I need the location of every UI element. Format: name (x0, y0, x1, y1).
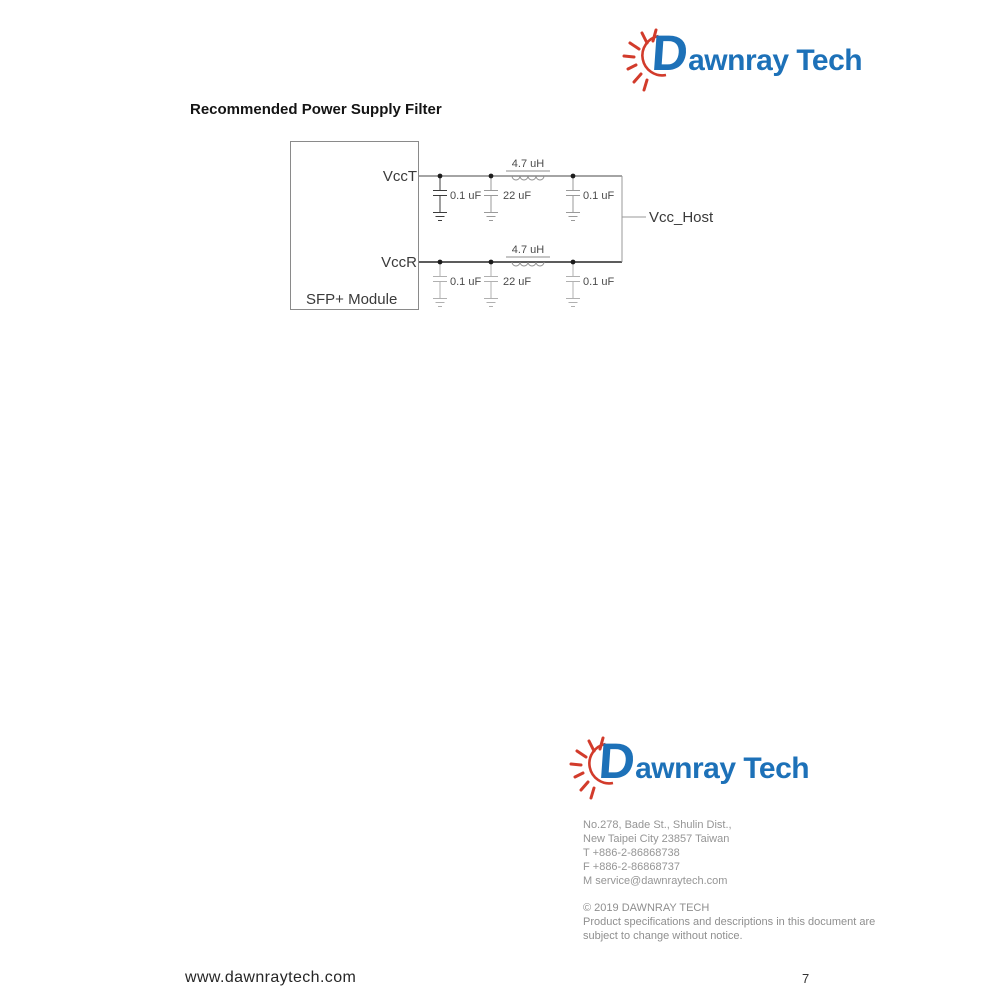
sfp-module-box (291, 142, 419, 310)
logo-wordmark (650, 25, 863, 81)
inductor-bottom (506, 244, 550, 266)
junction-dots (438, 174, 576, 265)
pin-label-vccr: VccR (381, 254, 417, 271)
capacitor-bottom-2 (484, 262, 498, 307)
cap-bottom-1-value: 0.1 uF (450, 276, 482, 288)
cap-bottom-2-value: 22 uF (503, 276, 532, 288)
logo-initial: D (597, 733, 638, 789)
module-label: SFP+ Module (306, 291, 398, 308)
capacitor-bottom-3 (566, 262, 580, 307)
cap-top-2-value: 22 uF (503, 190, 532, 202)
legal-line-1: Product specifications and descriptions in this document are (583, 916, 876, 928)
host-rail (622, 176, 646, 262)
copyright-line: © 2019 DAWNRAY TECH (583, 902, 710, 914)
capacitor-top-2 (484, 176, 498, 221)
section-heading: Recommended Power Supply Filter (190, 101, 442, 118)
cap-top-3-value: 0.1 uF (583, 190, 615, 202)
contact-line-address2: New Taipei City 23857 Taiwan (583, 833, 730, 845)
logo-rest: awnray Tech (635, 752, 810, 785)
logo-wordmark (597, 733, 810, 789)
inductor-top (506, 158, 550, 180)
capacitor-bottom-1 (433, 262, 447, 307)
inductor-bottom-value: 4.7 uH (511, 244, 545, 256)
cap-top-1-value: 0.1 uF (450, 190, 482, 202)
inductor-top-value: 4.7 uH (511, 158, 545, 170)
host-label: Vcc_Host (649, 209, 714, 226)
cap-bottom-3-value: 0.1 uF (583, 276, 615, 288)
footer-page-number: 7 (802, 971, 810, 986)
logo-initial: D (650, 25, 691, 81)
company-logo (616, 16, 863, 106)
legal-line-2: subject to change without notice. (583, 930, 743, 942)
company-logo-footer (563, 724, 810, 814)
contact-info (583, 818, 732, 888)
contact-line-email: M service@dawnraytech.com (583, 875, 728, 887)
contact-line-address1: No.278, Bade St., Shulin Dist., (583, 819, 732, 831)
legal-notice (583, 901, 875, 943)
pin-label-vcct: VccT (382, 168, 417, 185)
capacitor-top-1 (433, 176, 447, 221)
footer-website: www.dawnraytech.com (185, 969, 357, 986)
capacitor-top-3 (566, 176, 580, 221)
logo-rest: awnray Tech (688, 44, 863, 77)
power-filter-schematic (280, 130, 720, 320)
contact-line-telephone: T +886-2-86868738 (583, 847, 680, 859)
contact-line-fax: F +886-2-86868737 (583, 861, 680, 873)
